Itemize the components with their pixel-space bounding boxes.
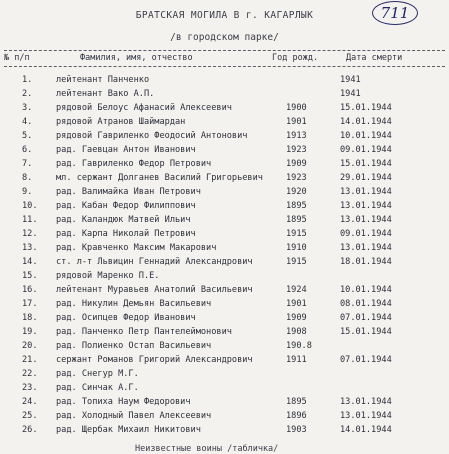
row-name: рад. Осипцев Федор Иванович: [56, 313, 196, 323]
row-number: 3.: [22, 103, 33, 113]
row-name: рад. Топиха Наум Федорович: [56, 397, 191, 407]
row-death-date: 13.01.1944: [340, 411, 392, 421]
row-death-date: 09.01.1944: [340, 145, 392, 155]
row-birth-year: 1915: [286, 229, 307, 239]
column-header-birth-year: Год рожд.: [272, 53, 319, 63]
row-death-date: 08.01.1944: [340, 299, 392, 309]
table-row: [0, 130, 449, 143]
row-number: 25.: [22, 411, 38, 421]
table-header: [0, 53, 449, 65]
row-name: рад. Кабан Федор Филиппович: [56, 201, 196, 211]
row-name: рядовой Белоус Афанасий Алексеевич: [56, 103, 232, 113]
row-death-date: 1941: [340, 89, 361, 99]
row-death-date: 13.01.1944: [340, 397, 392, 407]
header-bottom-rule: [4, 66, 445, 67]
row-death-date: 13.01.1944: [340, 215, 392, 225]
row-number: 23.: [22, 383, 38, 393]
row-name: рад. Каландюк Матвей Ильич: [56, 215, 191, 225]
table-row: [0, 298, 449, 311]
table-row: [0, 410, 449, 423]
row-death-date: 14.01.1944: [340, 425, 392, 435]
row-name: рад. Снегур М.Г.: [56, 369, 139, 379]
row-birth-year: 1903: [286, 425, 307, 435]
row-number: 12.: [22, 229, 38, 239]
row-birth-year: 1900: [286, 103, 307, 113]
row-death-date: 15.01.1944: [340, 327, 392, 337]
table-row: [0, 116, 449, 129]
row-birth-year: 1908: [286, 327, 307, 337]
row-birth-year: 1920: [286, 187, 307, 197]
row-name: рад. Валимайка Иван Петрович: [56, 187, 201, 197]
row-birth-year: 1923: [286, 145, 307, 155]
row-number: 9.: [22, 187, 33, 197]
row-death-date: 10.01.1944: [340, 285, 392, 295]
row-death-date: 18.01.1944: [340, 257, 392, 267]
table-row: [0, 396, 449, 409]
row-name: рад. Панченко Петр Пантелеймонович: [56, 327, 232, 337]
row-number: 13.: [22, 243, 38, 253]
row-number: 26.: [22, 425, 38, 435]
row-number: 14.: [22, 257, 38, 267]
table-row: [0, 270, 449, 283]
row-name: рад. Холодный Павел Алексеевич: [56, 411, 212, 421]
row-number: 1.: [22, 75, 33, 85]
table-row: [0, 354, 449, 367]
row-name: рад. Кравченко Максим Макарович: [56, 243, 217, 253]
row-name: лейтенант Панченко: [56, 75, 150, 85]
table-row: [0, 340, 449, 353]
row-birth-year: 1909: [286, 159, 307, 169]
table-row: [0, 256, 449, 269]
row-birth-year: 1895: [286, 397, 307, 407]
row-name: рядовой Маренко П.Е.: [56, 271, 160, 281]
row-number: 10.: [22, 201, 38, 211]
row-number: 20.: [22, 341, 38, 351]
header-top-rule: [4, 50, 445, 51]
row-death-date: 10.01.1944: [340, 131, 392, 141]
table-row: [0, 144, 449, 157]
row-name: рад. Гавриленко Федор Петрович: [56, 159, 212, 169]
row-birth-year: 1924: [286, 285, 307, 295]
table-row: [0, 102, 449, 115]
table-row: [0, 88, 449, 101]
row-number: 15.: [22, 271, 38, 281]
table-row: [0, 158, 449, 171]
row-death-date: 15.01.1944: [340, 103, 392, 113]
row-number: 2.: [22, 89, 33, 99]
document-title: БРАТСКАЯ МОГИЛА В г. КАГАРЛЫК: [135, 10, 314, 21]
row-death-date: 29.01.1944: [340, 173, 392, 183]
row-name: рад. Полиенко Остап Васильевич: [56, 341, 212, 351]
row-death-date: 13.01.1944: [340, 243, 392, 253]
archive-number-stamp: 711: [372, 1, 418, 25]
row-name: лейтенант Вако А.П.: [56, 89, 155, 99]
row-number: 19.: [22, 327, 38, 337]
row-number: 11.: [22, 215, 38, 225]
table-row: [0, 368, 449, 381]
row-name: сержант Романов Григорий Александрович: [56, 355, 253, 365]
row-death-date: 13.01.1944: [340, 187, 392, 197]
row-name: рад. Щербак Михаил Никитович: [56, 425, 201, 435]
table-row: [0, 382, 449, 395]
row-number: 8.: [22, 173, 33, 183]
row-number: 24.: [22, 397, 38, 407]
table-row: [0, 214, 449, 227]
row-number: 17.: [22, 299, 38, 309]
row-number: 18.: [22, 313, 38, 323]
row-name: лейтенант Муравьев Анатолий Васильевич: [56, 285, 253, 295]
row-number: 16.: [22, 285, 38, 295]
row-number: 4.: [22, 117, 33, 127]
row-name: ст. л-т Львицин Геннадий Александрович: [56, 257, 253, 267]
table-row: [0, 242, 449, 255]
row-name: рад. Синчак А.Г.: [56, 383, 139, 393]
table-row: [0, 186, 449, 199]
row-number: 6.: [22, 145, 33, 155]
row-number: 7.: [22, 159, 33, 169]
row-birth-year: 1911: [286, 355, 307, 365]
table-row: [0, 74, 449, 87]
column-header-name: Фамилия, имя, отчество: [80, 53, 193, 63]
row-birth-year: 1909: [286, 313, 307, 323]
table-row: [0, 424, 449, 437]
table-row: [0, 200, 449, 213]
row-name: рад. Карпа Николай Петрович: [56, 229, 196, 239]
row-birth-year: 190.8: [286, 341, 312, 351]
row-birth-year: 1910: [286, 243, 307, 253]
row-number: 5.: [22, 131, 33, 141]
row-name: рад. Никулин Демьян Васильевич: [56, 299, 212, 309]
row-number: 22.: [22, 369, 38, 379]
row-birth-year: 1923: [286, 173, 307, 183]
column-header-death-date: Дата смерти: [346, 53, 403, 63]
row-number: 21.: [22, 355, 38, 365]
row-death-date: 13.01.1944: [340, 201, 392, 211]
row-birth-year: 1895: [286, 215, 307, 225]
row-name: рядовой Гавриленко Феодосий Антонович: [56, 131, 248, 141]
row-death-date: 07.01.1944: [340, 355, 392, 365]
row-death-date: 1941: [340, 75, 361, 85]
row-birth-year: 1913: [286, 131, 307, 141]
row-birth-year: 1915: [286, 257, 307, 267]
table-row: [0, 312, 449, 325]
row-birth-year: 1895: [286, 201, 307, 211]
table-row: [0, 326, 449, 339]
row-name: рядовой Атранов Шаймардан: [56, 117, 186, 127]
row-death-date: 14.01.1944: [340, 117, 392, 127]
column-header-number: № п/п: [4, 53, 30, 63]
row-death-date: 07.01.1944: [340, 313, 392, 323]
footer-text: Неизвестные воины /табличка/: [135, 444, 279, 454]
row-birth-year: 1901: [286, 117, 307, 127]
row-birth-year: 1901: [286, 299, 307, 309]
row-death-date: 15.01.1944: [340, 159, 392, 169]
row-death-date: 09.01.1944: [340, 229, 392, 239]
row-birth-year: 1896: [286, 411, 307, 421]
row-name: мл. сержант Долганев Василий Григорьевич: [56, 173, 263, 183]
table-row: [0, 284, 449, 297]
document-subtitle: /в городском парке/: [170, 32, 279, 43]
row-name: рад. Гаевцан Антон Иванович: [56, 145, 196, 155]
table-row: [0, 228, 449, 241]
table-row: [0, 172, 449, 185]
